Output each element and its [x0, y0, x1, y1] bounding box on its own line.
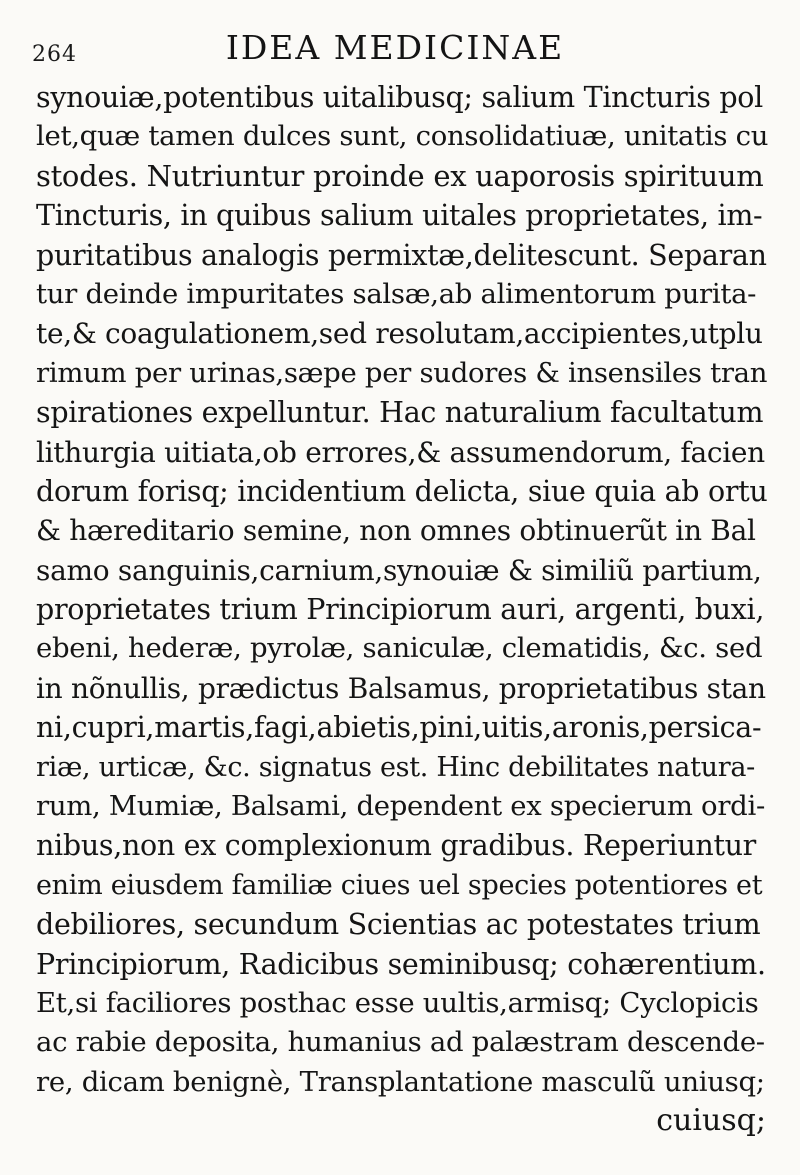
text-line: dorum forisq; incidentium delicta, siue quia ab ortu: [36, 474, 768, 508]
page-header: [30, 20, 760, 70]
text-line: tur deinde impuritates salsæ,ab alimentorum purita-: [36, 277, 757, 310]
text-line: samo sanguinis,carnium,synouiæ & similiũ partium,: [36, 553, 762, 587]
text-line: stodes. Nutriuntur proinde ex uaporosis spirituum: [36, 158, 764, 193]
text-line: rum, Mumiæ, Balsami, dependent ex specierum ordi-: [36, 790, 765, 823]
text-line: enim eiusdem familiæ ciues uel species potentiores et: [36, 869, 763, 901]
text-line: spirationes expelluntur. Hac naturalium facultatum: [36, 396, 764, 430]
text-line: synouiæ,potentibus uitalibusq; salium Tincturis pol: [36, 81, 763, 114]
text-line: proprietates trium Principiorum auri, argenti, buxi,: [36, 593, 765, 627]
catchword: cuiusq;: [656, 1103, 766, 1138]
text-line: lithurgia uitiata,ob errores,& assumendorum, facien: [36, 435, 765, 469]
text-line: riæ, urticæ, &c. signatus est. Hinc debilitates natura-: [36, 751, 755, 783]
text-line: te,& coagulationem,sed resolutam,accipientes,utplu: [36, 317, 763, 351]
text-line: & hæreditario semine, non omnes obtinuerũt in Bal: [36, 514, 756, 548]
text-line: in nõnullis, prædictus Balsamus, proprietatibus stan: [36, 671, 766, 705]
text-line: Et,si faciliores posthac esse uultis,armisq; Cyclopicis: [36, 986, 759, 1019]
text-line: ebeni, hederæ, pyrolæ, saniculæ, clematidis, &c. sed: [36, 632, 763, 665]
text-line: nibus,non ex complexionum gradibus. Reperiuntur: [36, 829, 756, 863]
text-line: puritatibus analogis permixtæ,delitescunt. Separan: [36, 238, 767, 272]
text-line: rimum per urinas,sæpe per sudores & insensiles tran: [36, 356, 768, 389]
text-line: Principiorum, Radicibus seminibusq; cohærentium.: [36, 947, 766, 981]
text-line: debiliores, secundum Scientias ac potestates trium: [36, 908, 761, 942]
text-line: ac rabie deposita, humanius ad palæstram descende-: [36, 1026, 765, 1059]
body-text: [36, 78, 768, 1102]
text-line: re, dicam benignè, Transplantatione masculũ uniusq;: [36, 1065, 765, 1098]
text-line: ni,cupri,martis,fagi,abietis,pini,uitis,aronis,persica-: [36, 711, 762, 745]
text-line: let,quæ tamen dulces sunt, consolidatiuæ, unitatis cu: [36, 120, 768, 153]
running-head: IDEA MEDICINAE: [225, 28, 565, 67]
page-number: 264: [32, 42, 77, 67]
text-line: Tincturis, in quibus salium uitales proprietates, im-: [36, 199, 763, 233]
